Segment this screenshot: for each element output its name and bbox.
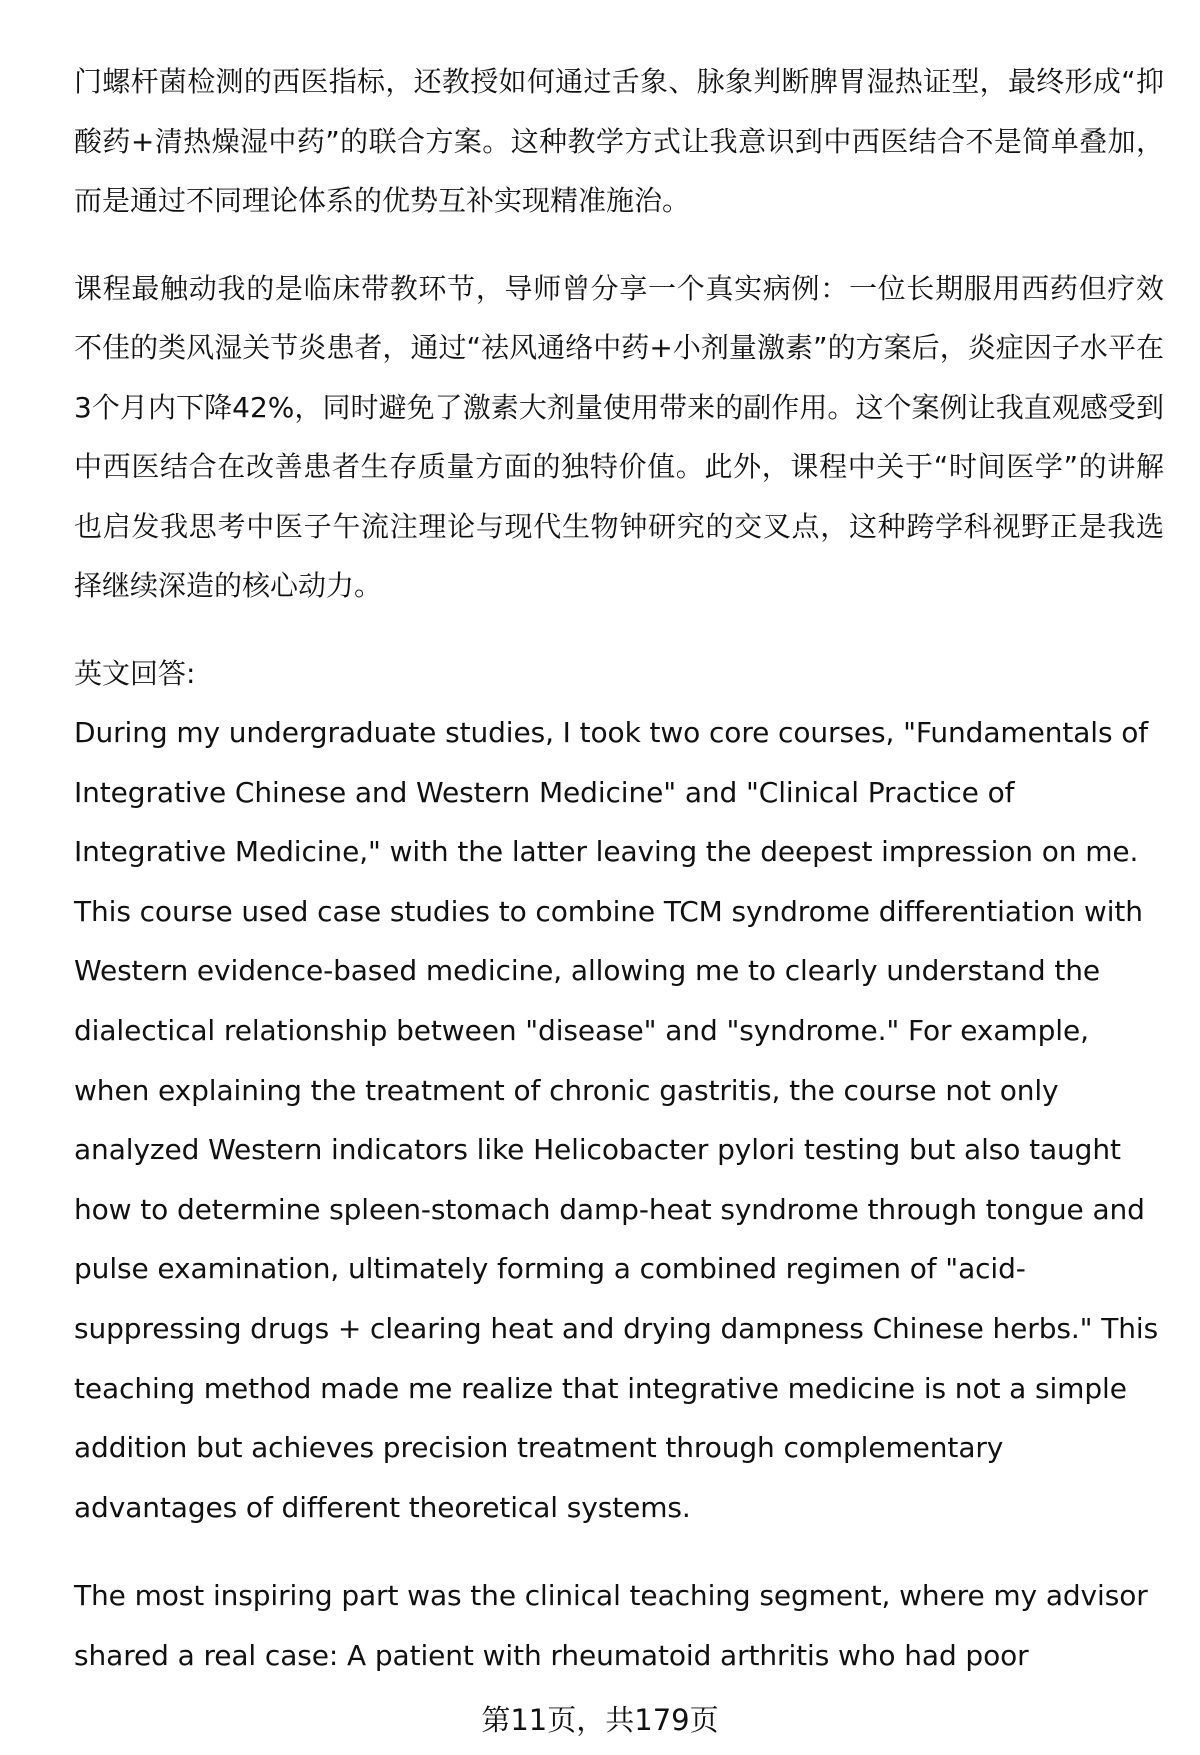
paragraph-gap [74, 1537, 1164, 1566]
paragraph-en-courses: During my undergraduate studies, I took two core courses, "Fundamentals of Integrative Chinese and Western Medicine" and "Clinical Practice of Integrative Medicine," with the latter leaving the deepest impression on me. This course used case studies to combine TCM syndrome differentiation with Western evidence-based medicine, allowing me to clearly understand the dialectical relationship between "disease" and "syndrome." For example, when explaining the treatment of chronic gastritis, the course not only analyzed Western indicators like Helicobacter pylori testing but also taught how to determine spleen-stomach damp-heat syndrome through tongue and pulse examination, ultimately forming a combined regimen of "acid-suppressing drugs + clearing heat and drying dampness Chinese herbs." This teaching method made me realize that integrative medicine is not a simple addition but achieves precision treatment through complementary advantages of different theoretical systems. [74, 716, 1159, 1524]
paragraph-cn-continuation: 门螺杆菌检测的西医指标，还教授如何通过舌象、脉象判断脾胃湿热证型，最终形成“抑酸药+清热燥湿中药”的联合方案。这种教学方式让我意识到中西医结合不是简单叠加，而是通过不同理论体系的优势互补实现精准施治。 [74, 65, 1164, 217]
english-answer-label: 英文回答: [74, 656, 196, 690]
paragraph-gap [74, 231, 1164, 259]
paragraph-en-clinical: The most inspiring part was the clinical teaching segment, where my advisor shared a real case: A patient with rheumatoid arthritis who had poor [74, 1579, 1148, 1672]
page-number-footer: 第11页，共179页 [481, 1703, 719, 1737]
document-body [74, 52, 1164, 1686]
paragraph-cn-clinical: 课程最触动我的是临床带教环节，导师曾分享一个真实病例：一位长期服用西药但疗效不佳的类风湿关节炎患者，通过“祛风通络中药+小剂量激素”的方案后，炎症因子水平在3个月内下降42%，同时避免了激素大剂量使用带来的副作用。这个案例让我直观感受到中西医结合在改善患者生存质量方面的独特价值。此外，课程中关于“时间医学”的讲解也启发我思考中医子午流注理论与现代生物钟研究的交叉点，这种跨学科视野正是我选择继续深造的核心动力。 [74, 271, 1164, 602]
paragraph-gap [74, 616, 1164, 644]
